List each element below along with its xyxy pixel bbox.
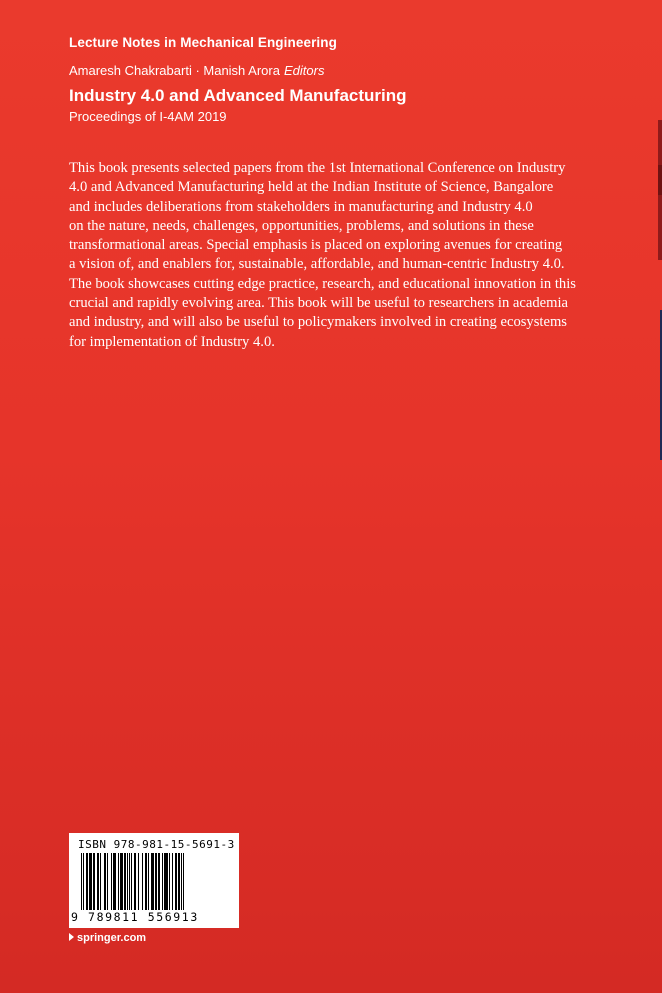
book-blurb: This book presents selected papers from the 1st International Conference on Industry 4.0 and Advanced Manufacturing held at the Indian Institute of Science, Bangalore and includes deliberations from stakeholders in manufacturing and Industry 4.0 on the nature, needs, challenges, opportunities, problems, and solutions in these transformational areas. Special emphasis is placed on exploring avenues for creating a vision of, and enablers for, sustainable, affordable, and human-centric Industry 4.0. The book showcases cutting edge practice, research, and educational innovation in this crucial and rapidly evolving area. This book will be useful to researchers in academia and industry, and will also be useful to policymakers involved in creating ecosystems for implementation of Industry 4.0. [69,160,576,350]
arrow-right-icon [69,933,74,941]
publisher-link[interactable] [69,932,146,944]
spine-edge-shadow-segment [658,165,662,195]
isbn-barcode [69,833,239,928]
spine-edge [658,0,662,993]
ean-digits: 9 789811 556913 [71,910,199,924]
barcode-bars [81,853,229,910]
publisher-url: springer.com [77,932,147,944]
series-title: Lecture Notes in Mechanical Engineering [69,35,337,50]
editors-role: Editors [283,63,325,78]
editors-line [69,63,324,78]
barcode-bar [183,853,184,910]
book-subtitle: Proceedings of I-4AM 2019 [69,109,227,124]
editor-names: Amaresh Chakrabarti · Manish Arora [69,63,280,78]
isbn-number: ISBN 978-981-15-5691-3 [78,838,235,851]
book-title: Industry 4.0 and Advanced Manufacturing [69,86,407,105]
